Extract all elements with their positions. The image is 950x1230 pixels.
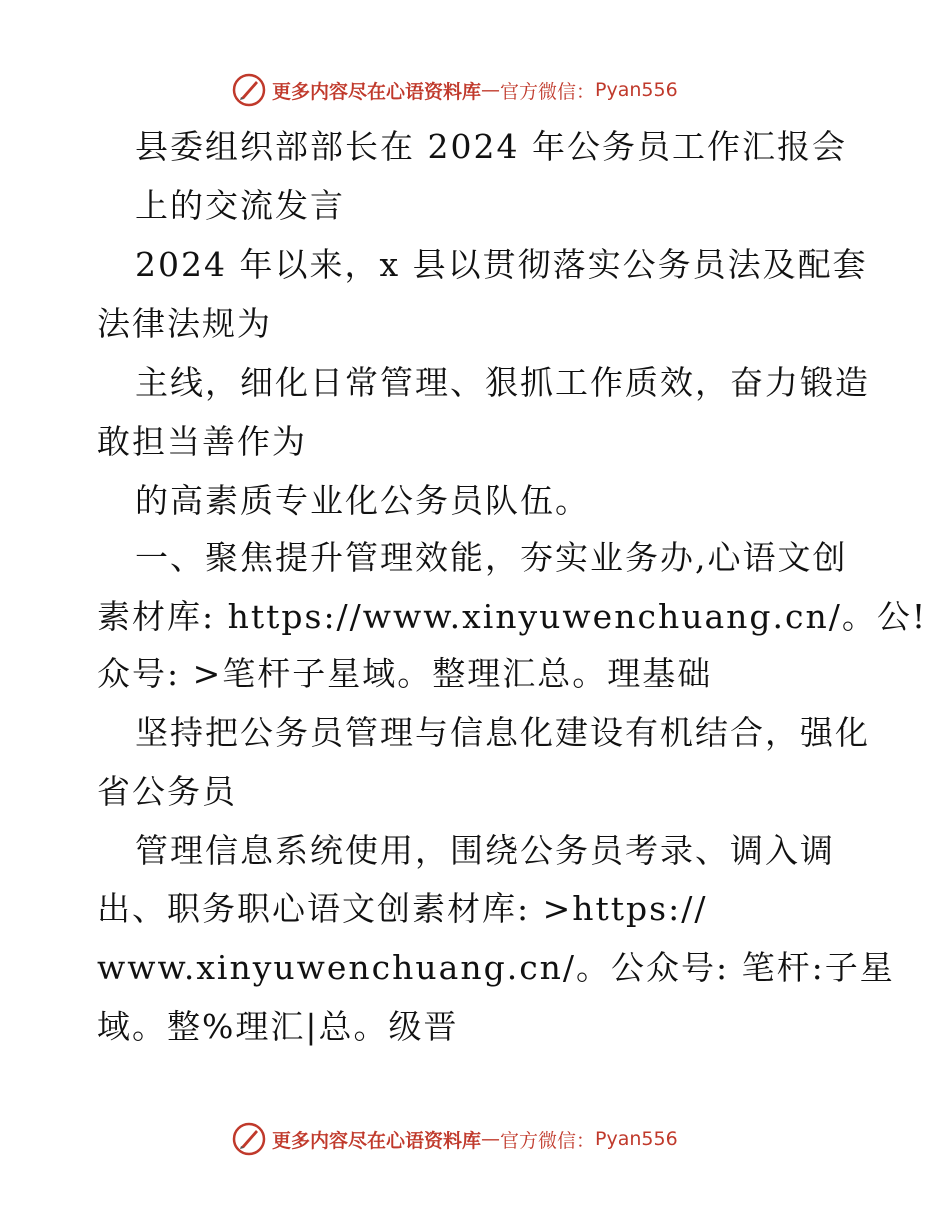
quill-logo-icon bbox=[232, 1122, 266, 1156]
watermark-official: 官方微信： bbox=[500, 1129, 596, 1152]
paragraph-line: 管理信息系统使用，围绕公务员考录、调入调 bbox=[135, 831, 835, 870]
paragraph-line: 2024 年以来，x 县以贯彻落实公务员法及配套 bbox=[135, 245, 868, 284]
watermark-text: 更多内容尽在心语资料库 bbox=[272, 1129, 482, 1152]
document-title-line-1: 县委组织部部长在 2024 年公务员工作汇报会 bbox=[135, 127, 847, 166]
watermark-id: Pyan556 bbox=[595, 1128, 678, 1150]
paragraph-line: 素材库: https://www.xinyuwenchuang.cn/。公! bbox=[97, 597, 928, 636]
watermark-dash: — bbox=[481, 1128, 501, 1150]
paragraph-line: 敢担当善作为 bbox=[97, 422, 307, 461]
paragraph-line: 法律法规为 bbox=[97, 304, 272, 343]
paragraph-line: 域。整%理汇|总。级晋 bbox=[97, 1007, 459, 1046]
paragraph-line: 坚持把公务员管理与信息化建设有机结合，强化 bbox=[135, 713, 870, 752]
paragraph-line: 省公务员 bbox=[97, 772, 237, 811]
footer-watermark bbox=[232, 1121, 678, 1157]
paragraph-line: 众号: >笔杆子星域。整理汇总。理基础 bbox=[97, 654, 713, 693]
paragraph-line: 主线，细化日常管理、狠抓工作质效，奋力锻造 bbox=[135, 363, 870, 402]
watermark-dash: — bbox=[481, 79, 501, 101]
paragraph-line: 的高素质专业化公务员队伍。 bbox=[135, 481, 590, 520]
paragraph-line: 出、职务职心语文创素材库: >https:// bbox=[97, 889, 708, 928]
watermark-id: Pyan556 bbox=[595, 79, 678, 101]
watermark-text: 更多内容尽在心语资料库 bbox=[272, 80, 482, 103]
section-heading-line: 一、聚焦提升管理效能，夯实业务办,心语文创 bbox=[135, 538, 848, 577]
header-watermark bbox=[232, 72, 678, 108]
watermark-official: 官方微信： bbox=[500, 80, 596, 103]
quill-logo-icon bbox=[232, 73, 266, 107]
paragraph-line: www.xinyuwenchuang.cn/。公众号: 笔杆:子星 bbox=[97, 948, 895, 987]
document-title-line-2: 上的交流发言 bbox=[135, 186, 345, 225]
